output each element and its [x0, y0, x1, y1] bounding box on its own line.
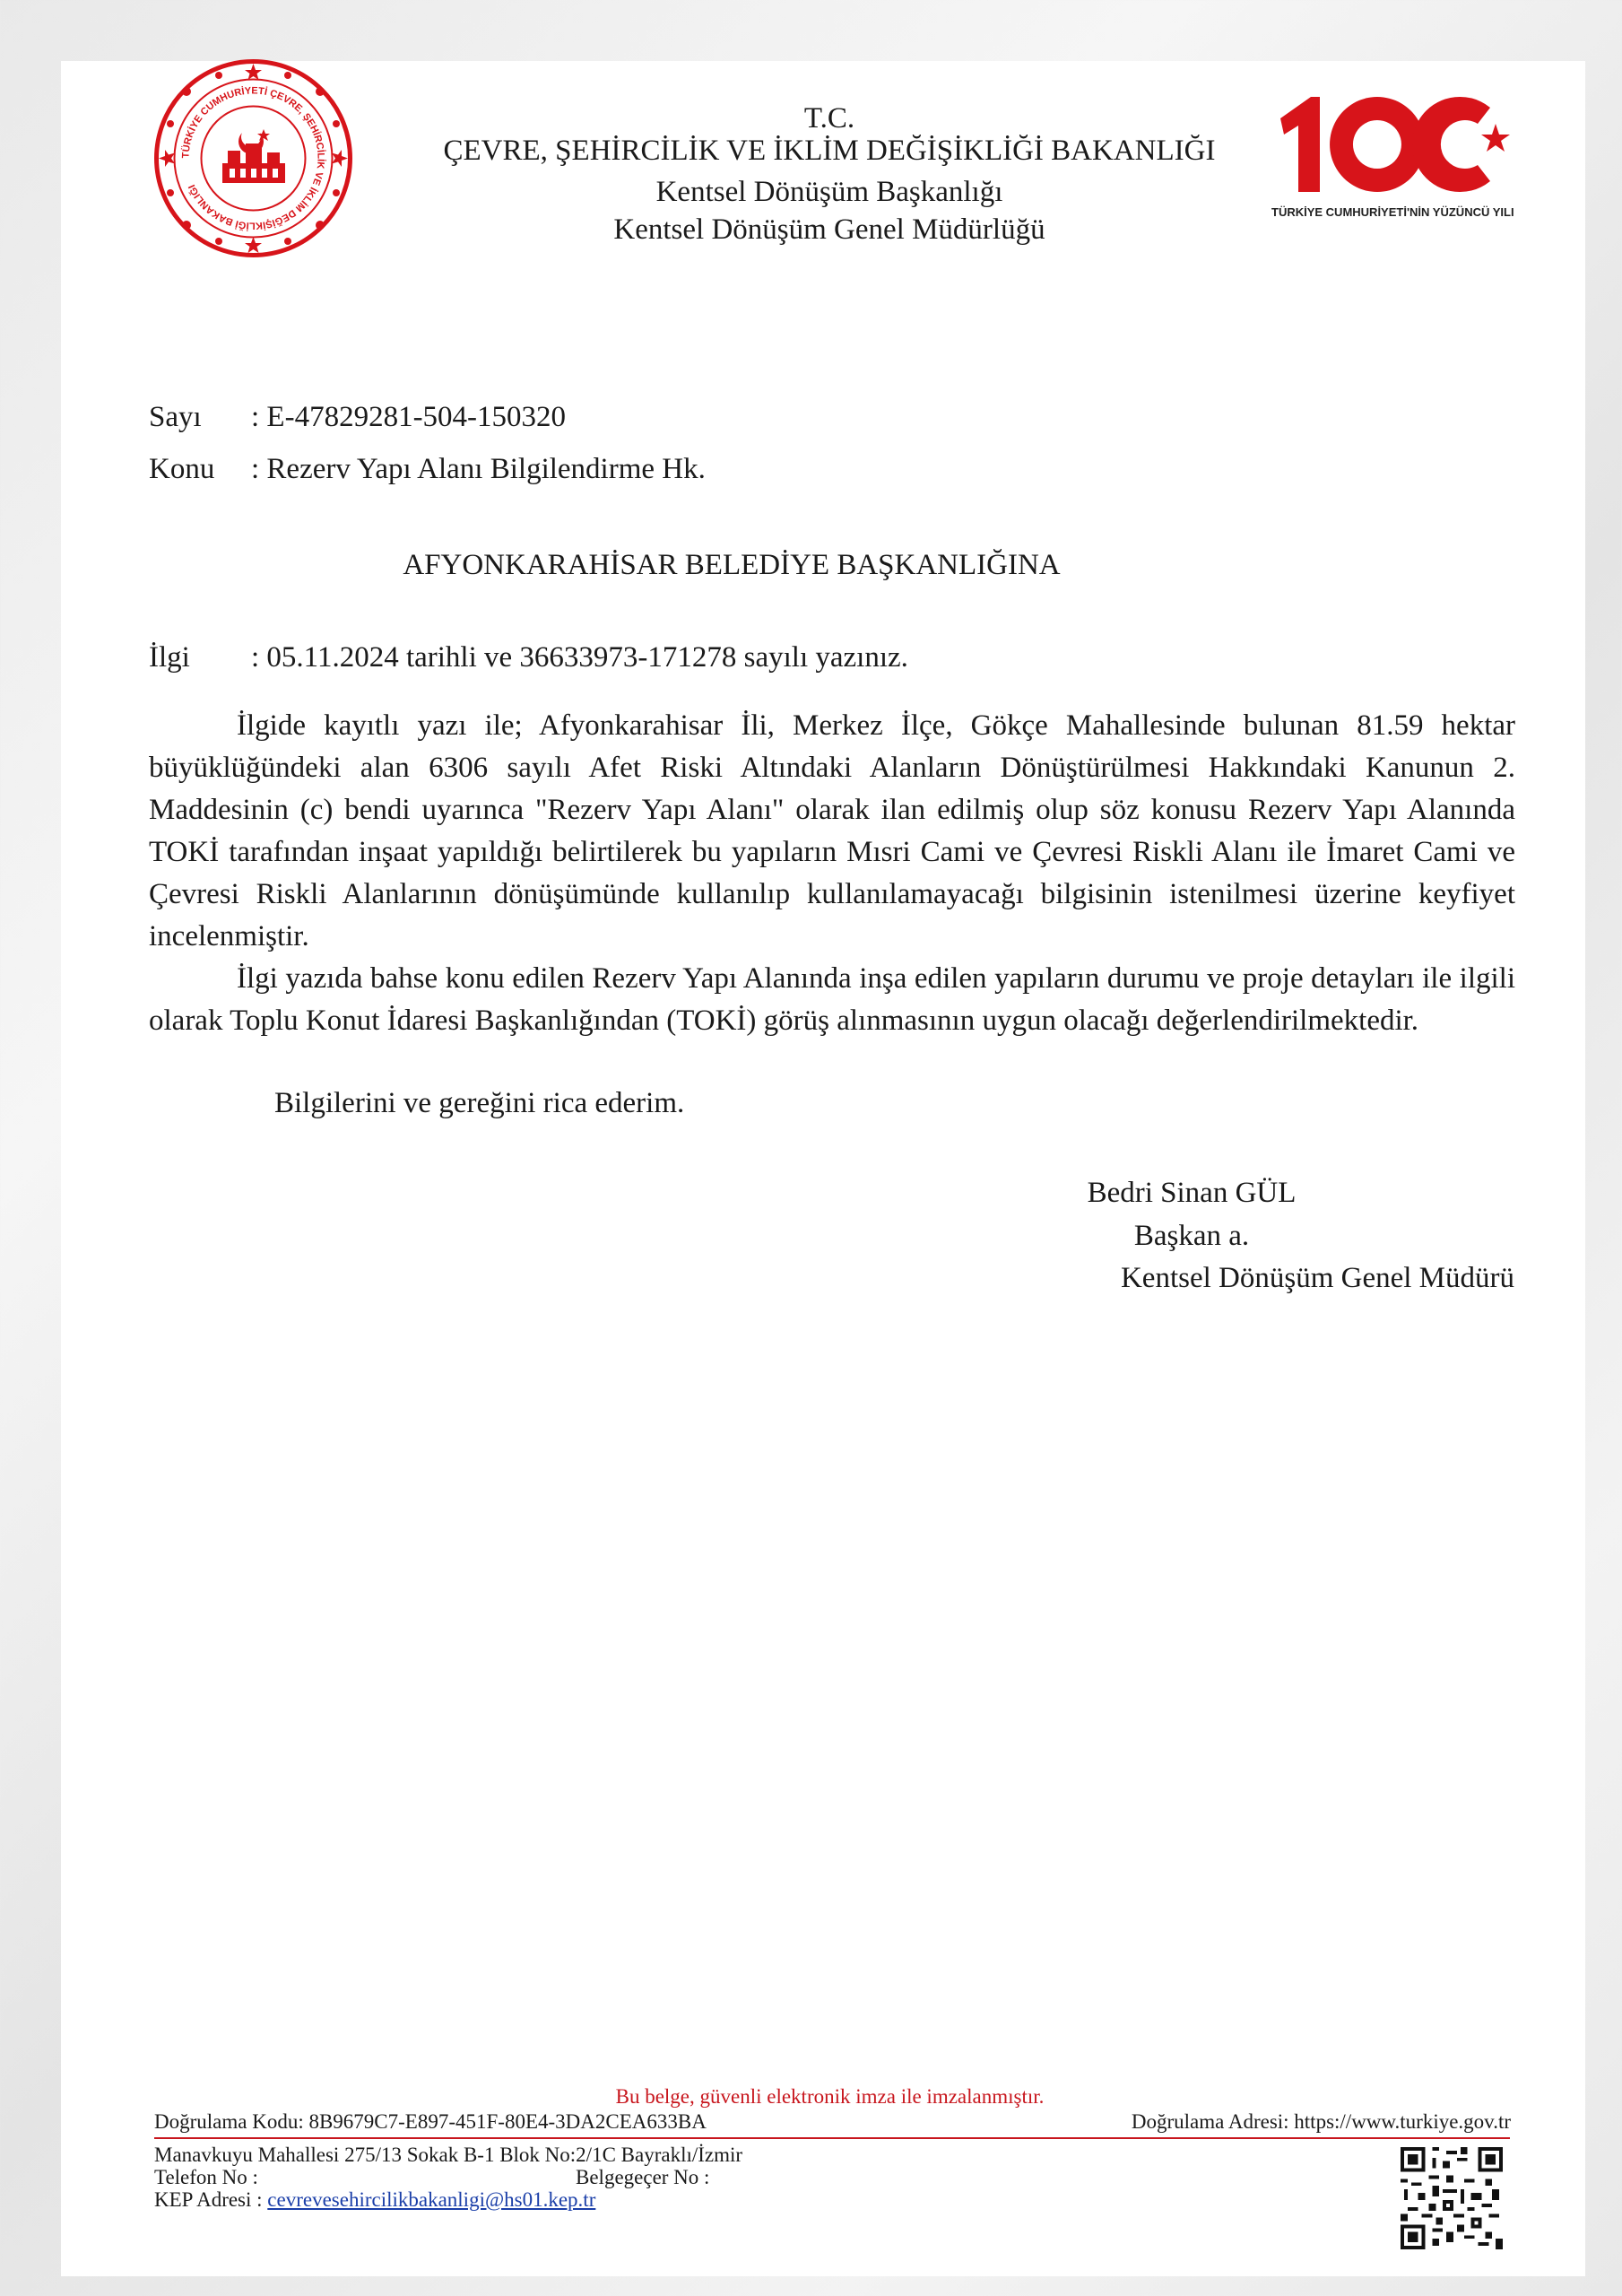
addressee: AFYONKARAHİSAR BELEDİYE BAŞKANLIĞINA: [403, 549, 1061, 581]
centennial-caption: TÜRKİYE CUMHURİYETİ'NİN YÜZÜNCÜ YILI: [1271, 205, 1514, 219]
closing-line: Bilgilerini ve gereğini rica ederim.: [274, 1087, 685, 1119]
signatory-position: Kentsel Dönüşüm Genel Müdürü: [1120, 1262, 1514, 1294]
esign-notice: Bu belge, güvenli elektronik imza ile imzalanmıştır.: [615, 2085, 1045, 2108]
centennial-logo-icon: [1271, 91, 1514, 226]
sayi-value: : E-47829281-504-150320: [251, 401, 567, 433]
document-page: [61, 61, 1585, 2276]
ministry-seal-icon: [152, 57, 354, 259]
office-address: Manavkuyu Mahallesi 275/13 Sokak B-1 Blok No:2/1C Bayraklı/İzmir: [154, 2144, 743, 2166]
header-presidency: Kentsel Dönüşüm Başkanlığı: [655, 176, 1003, 208]
phone-label: Telefon No :: [154, 2166, 258, 2188]
ilgi-label: İlgi: [149, 641, 190, 674]
header-ministry: ÇEVRE, ŞEHİRCİLİK VE İKLİM DEĞİŞİKLİĞİ BAKANLIĞI: [443, 135, 1216, 167]
signatory-name: Bedri Sinan GÜL: [1087, 1177, 1297, 1209]
header-tc: T.C.: [803, 102, 855, 135]
body-paragraph-2: İlgi yazıda bahse konu edilen Rezerv Yapı Alanında inşa edilen yapıların durumu ve proje detayları ile ilgili olarak Toplu Konut İdaresi Başkanlığından (TOKİ) görüş alınmasının uygun olacağı değerlendirilmektedir.: [149, 962, 1515, 1037]
kep-address-link[interactable]: cevrevesehircilikbakanligi@hs01.kep.tr: [267, 2188, 596, 2211]
kep-label: KEP Adresi :: [154, 2188, 263, 2211]
qr-code-icon: [1401, 2147, 1503, 2249]
sayi-label: Sayı: [149, 401, 202, 433]
konu-value: : Rezerv Yapı Alanı Bilgilendirme Hk.: [251, 453, 706, 485]
ilgi-value: : 05.11.2024 tarihli ve 36633973-171278 sayılı yazınız.: [251, 641, 908, 674]
svg-text:TÜRKİYE CUMHURİYETİ ÇEVRE, ŞEH: TÜRKİYE CUMHURİYETİ ÇEVRE, ŞEHİRCİLİK VE İKLİM DEĞİŞİKLİĞİ BAKANLIĞI: [180, 85, 326, 231]
fax-label: Belgegeçer No :: [576, 2166, 710, 2188]
header-directorate: Kentsel Dönüşüm Genel Müdürlüğü: [613, 213, 1045, 246]
verify-address[interactable]: Doğrulama Adresi: https://www.turkiye.gov.tr: [1131, 2110, 1511, 2133]
kep-row: [154, 2188, 595, 2212]
signatory-title: Başkan a.: [1133, 1220, 1250, 1252]
body-paragraph-1: İlgide kayıtlı yazı ile; Afyonkarahisar İli, Merkez İlçe, Gökçe Mahallesinde bulunan 81.59 hektar büyüklüğündeki alan 6306 sayılı Afet Riski Altındaki Alanların Dönüştürülmesi Hakkındaki Kanunun 2. Maddesinin (c) bendi uyarınca "Rezerv Yapı Alanı" olarak ilan edilmiş olup söz konusu Rezerv Yapı Alanında TOKİ tarafından inşaat yapıldığı belirtilerek bu yapıların Mısri Cami ve Çevresi Riskli Alanı ile İmaret Cami ve Çevresi Riskli Alanlarının dönüşümünde kullanılıp kullanılamayacağı bilgisinin istenilmesi üzerine keyfiyet incelenmiştir.: [149, 709, 1515, 952]
konu-label: Konu: [149, 453, 215, 485]
footer-divider: [154, 2137, 1510, 2139]
verify-code: Doğrulama Kodu: 8B9679C7-E897-451F-80E4-3DA2CEA633BA: [154, 2110, 707, 2133]
